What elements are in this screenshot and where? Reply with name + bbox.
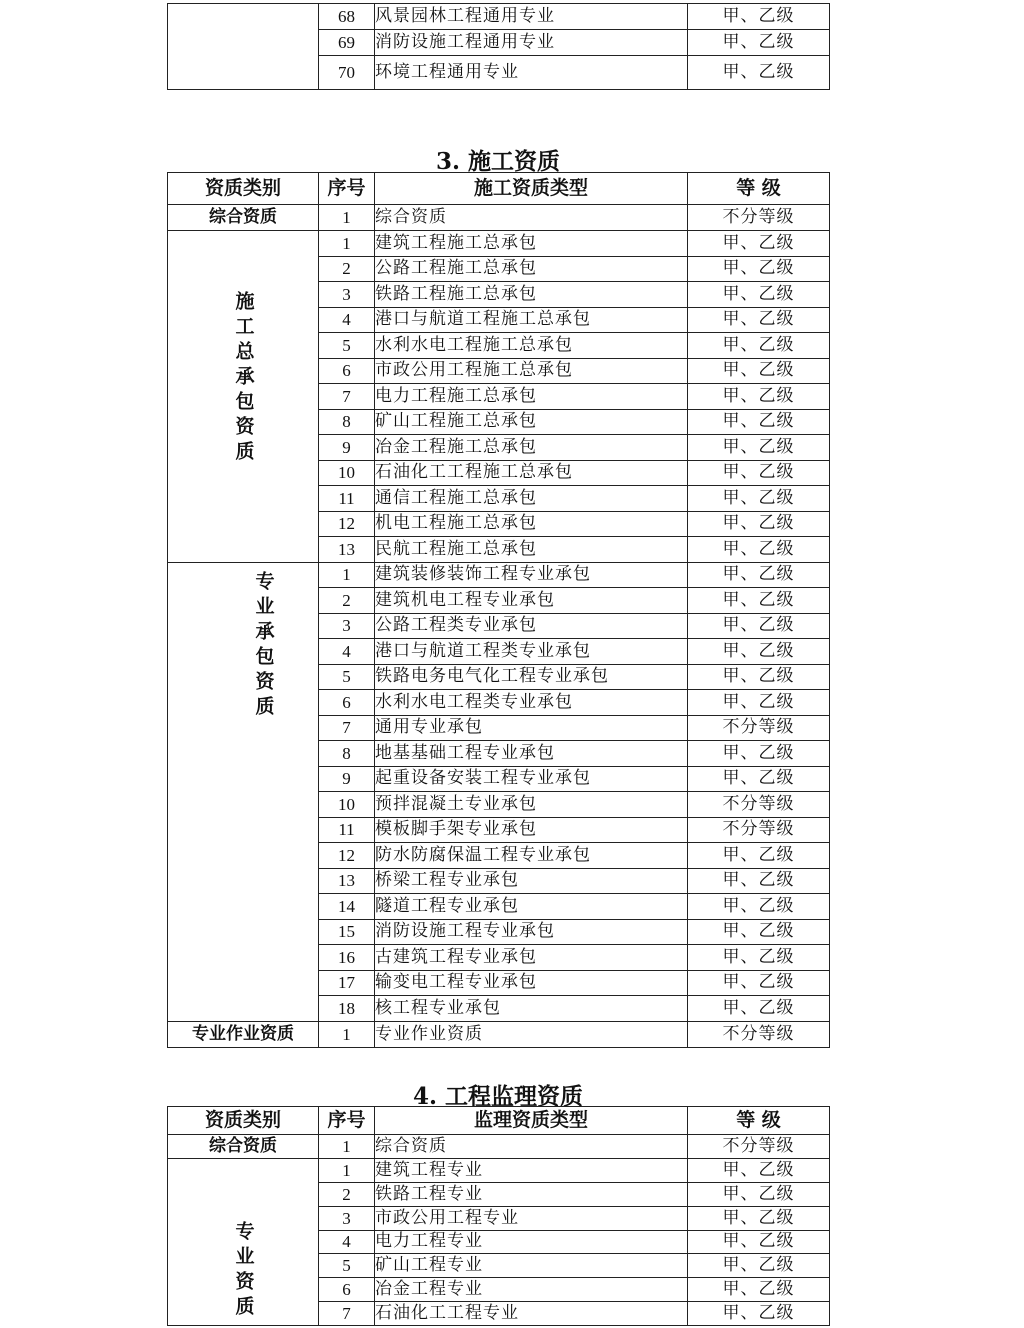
seq-cell: 10 [319,792,375,818]
seq-cell: 2 [319,1182,375,1206]
type-cell: 模板脚手架专业承包 [375,817,688,843]
construction-table-body [168,173,830,1048]
category-general-contracting-label: 施工总承包资质 [232,291,255,466]
type-cell: 起重设备安装工程专业承包 [375,766,688,792]
type-cell: 输变电工程专业承包 [375,970,688,996]
header-grade: 等 级 [688,1107,830,1135]
type-cell: 建筑机电工程专业承包 [375,588,688,614]
grade-cell: 甲、乙级 [688,690,830,716]
grade-cell: 甲、乙级 [688,333,830,359]
top-table-body [168,4,830,90]
seq-cell: 1 [319,1135,375,1159]
seq-cell: 6 [319,1278,375,1302]
seq-cell: 7 [319,1302,375,1326]
seq-cell: 1 [319,205,375,231]
type-cell: 地基基础工程专业承包 [375,741,688,767]
grade-cell: 甲、乙级 [688,231,830,257]
seq-cell: 6 [319,690,375,716]
grade-cell: 甲、乙级 [688,537,830,563]
section3-title: 3. 施工资质 [435,148,561,175]
seq-cell: 1 [319,231,375,257]
type-cell: 通用专业承包 [375,715,688,741]
table-row [168,231,830,257]
category-comprehensive: 综合资质 [168,1135,319,1159]
grade-cell: 甲、乙级 [688,741,830,767]
type-cell: 隧道工程专业承包 [375,894,688,920]
type-cell: 专业作业资质 [375,1021,688,1047]
seq-cell: 14 [319,894,375,920]
seq-cell: 69 [319,30,375,56]
table-row [168,1021,830,1047]
seq-cell: 4 [319,1230,375,1254]
grade-cell: 甲、乙级 [688,56,830,90]
grade-cell: 甲、乙级 [688,970,830,996]
type-cell: 核工程专业承包 [375,996,688,1022]
seq-cell: 13 [319,868,375,894]
table-row [168,4,830,30]
grade-cell: 甲、乙级 [688,562,830,588]
grade-cell: 甲、乙级 [688,894,830,920]
seq-cell: 4 [319,307,375,333]
seq-cell: 13 [319,537,375,563]
seq-cell: 70 [319,56,375,90]
type-cell: 防水防腐保温工程专业承包 [375,843,688,869]
type-cell: 通信工程施工总承包 [375,486,688,512]
type-cell: 环境工程通用专业 [375,56,688,90]
seq-cell: 3 [319,1206,375,1230]
grade-cell: 甲、乙级 [688,1159,830,1183]
header-seq: 序号 [319,1107,375,1135]
grade-cell: 甲、乙级 [688,868,830,894]
seq-cell: 18 [319,996,375,1022]
type-cell: 消防设施工程通用专业 [375,30,688,56]
grade-cell: 甲、乙级 [688,1206,830,1230]
type-cell: 石油化工工程施工总承包 [375,460,688,486]
type-cell: 民航工程施工总承包 [375,537,688,563]
category-general-contracting [168,231,319,563]
type-cell: 水利水电工程类专业承包 [375,690,688,716]
seq-cell: 17 [319,970,375,996]
seq-cell: 5 [319,333,375,359]
type-cell: 建筑工程施工总承包 [375,231,688,257]
category-specialty-contracting [168,562,319,1021]
seq-cell: 2 [319,256,375,282]
grade-cell: 甲、乙级 [688,639,830,665]
seq-cell: 1 [319,1021,375,1047]
seq-cell: 15 [319,919,375,945]
category-specialty-contracting-label: 专业承包资质 [252,570,275,721]
category-work: 专业作业资质 [168,1021,319,1047]
supervision-qualification-table [167,1106,830,1326]
type-cell: 机电工程施工总承包 [375,511,688,537]
type-cell: 建筑工程专业 [375,1159,688,1183]
type-cell: 水利水电工程施工总承包 [375,333,688,359]
grade-cell: 甲、乙级 [688,919,830,945]
grade-cell: 甲、乙级 [688,945,830,971]
type-cell: 消防设施工程专业承包 [375,919,688,945]
type-cell: 矿山工程施工总承包 [375,409,688,435]
seq-cell: 1 [319,1159,375,1183]
header-type: 施工资质类型 [375,173,688,205]
table-row [168,1135,830,1159]
seq-cell: 11 [319,486,375,512]
supervision-table-body [168,1107,830,1326]
seq-cell: 3 [319,613,375,639]
header-seq: 序号 [319,173,375,205]
seq-cell: 7 [319,384,375,410]
seq-cell: 8 [319,741,375,767]
type-cell: 市政公用工程施工总承包 [375,358,688,384]
seq-cell: 6 [319,358,375,384]
seq-cell: 9 [319,766,375,792]
construction-qualification-table [167,172,830,1048]
seq-cell: 4 [319,639,375,665]
seq-cell: 9 [319,435,375,461]
grade-cell: 不分等级 [688,1021,830,1047]
design-qualification-table-continued [167,3,830,90]
grade-cell: 不分等级 [688,1135,830,1159]
seq-cell: 1 [319,562,375,588]
grade-cell: 甲、乙级 [688,996,830,1022]
type-cell: 公路工程类专业承包 [375,613,688,639]
type-cell: 石油化工工程专业 [375,1302,688,1326]
grade-cell: 甲、乙级 [688,409,830,435]
grade-cell: 甲、乙级 [688,307,830,333]
grade-cell: 不分等级 [688,715,830,741]
type-cell: 铁路电务电气化工程专业承包 [375,664,688,690]
grade-cell: 甲、乙级 [688,613,830,639]
grade-cell: 不分等级 [688,792,830,818]
type-cell: 预拌混凝土专业承包 [375,792,688,818]
header-row [168,173,830,205]
type-cell: 市政公用工程专业 [375,1206,688,1230]
header-category: 资质类别 [168,173,319,205]
type-cell: 电力工程施工总承包 [375,384,688,410]
seq-cell: 11 [319,817,375,843]
type-cell: 港口与航道工程类专业承包 [375,639,688,665]
type-cell: 铁路工程施工总承包 [375,282,688,308]
seq-cell: 5 [319,1254,375,1278]
seq-cell: 2 [319,588,375,614]
seq-cell: 16 [319,945,375,971]
seq-cell: 12 [319,843,375,869]
type-cell: 古建筑工程专业承包 [375,945,688,971]
type-cell: 矿山工程专业 [375,1254,688,1278]
category-specialty [168,1159,319,1326]
grade-cell: 甲、乙级 [688,486,830,512]
grade-cell: 甲、乙级 [688,358,830,384]
grade-cell: 甲、乙级 [688,435,830,461]
seq-cell: 7 [319,715,375,741]
type-cell: 综合资质 [375,1135,688,1159]
category-comprehensive: 综合资质 [168,205,319,231]
grade-cell: 甲、乙级 [688,588,830,614]
seq-cell: 10 [319,460,375,486]
header-category: 资质类别 [168,1107,319,1135]
category-specialty-label: 专业资质 [232,1221,255,1321]
seq-cell: 8 [319,409,375,435]
header-row [168,1107,830,1135]
type-cell: 电力工程专业 [375,1230,688,1254]
category-cell-continued [168,4,319,90]
table-row [168,1159,830,1183]
type-cell: 风景园林工程通用专业 [375,4,688,30]
grade-cell: 甲、乙级 [688,766,830,792]
grade-cell: 甲、乙级 [688,1302,830,1326]
grade-cell: 甲、乙级 [688,1182,830,1206]
grade-cell: 甲、乙级 [688,1230,830,1254]
type-cell: 公路工程施工总承包 [375,256,688,282]
grade-cell: 甲、乙级 [688,256,830,282]
grade-cell: 甲、乙级 [688,843,830,869]
type-cell: 冶金工程专业 [375,1278,688,1302]
type-cell: 铁路工程专业 [375,1182,688,1206]
grade-cell: 甲、乙级 [688,1254,830,1278]
type-cell: 综合资质 [375,205,688,231]
grade-cell: 甲、乙级 [688,30,830,56]
table-row [168,562,830,588]
grade-cell: 甲、乙级 [688,664,830,690]
grade-cell: 不分等级 [688,817,830,843]
header-type: 监理资质类型 [375,1107,688,1135]
type-cell: 冶金工程施工总承包 [375,435,688,461]
type-cell: 港口与航道工程施工总承包 [375,307,688,333]
seq-cell: 68 [319,4,375,30]
grade-cell: 甲、乙级 [688,4,830,30]
seq-cell: 3 [319,282,375,308]
grade-cell: 不分等级 [688,205,830,231]
table-row [168,205,830,231]
grade-cell: 甲、乙级 [688,460,830,486]
grade-cell: 甲、乙级 [688,282,830,308]
type-cell: 建筑装修装饰工程专业承包 [375,562,688,588]
seq-cell: 5 [319,664,375,690]
type-cell: 桥梁工程专业承包 [375,868,688,894]
grade-cell: 甲、乙级 [688,384,830,410]
section4-title: 4. 工程监理资质 [412,1083,584,1110]
seq-cell: 12 [319,511,375,537]
grade-cell: 甲、乙级 [688,1278,830,1302]
grade-cell: 甲、乙级 [688,511,830,537]
header-grade: 等 级 [688,173,830,205]
